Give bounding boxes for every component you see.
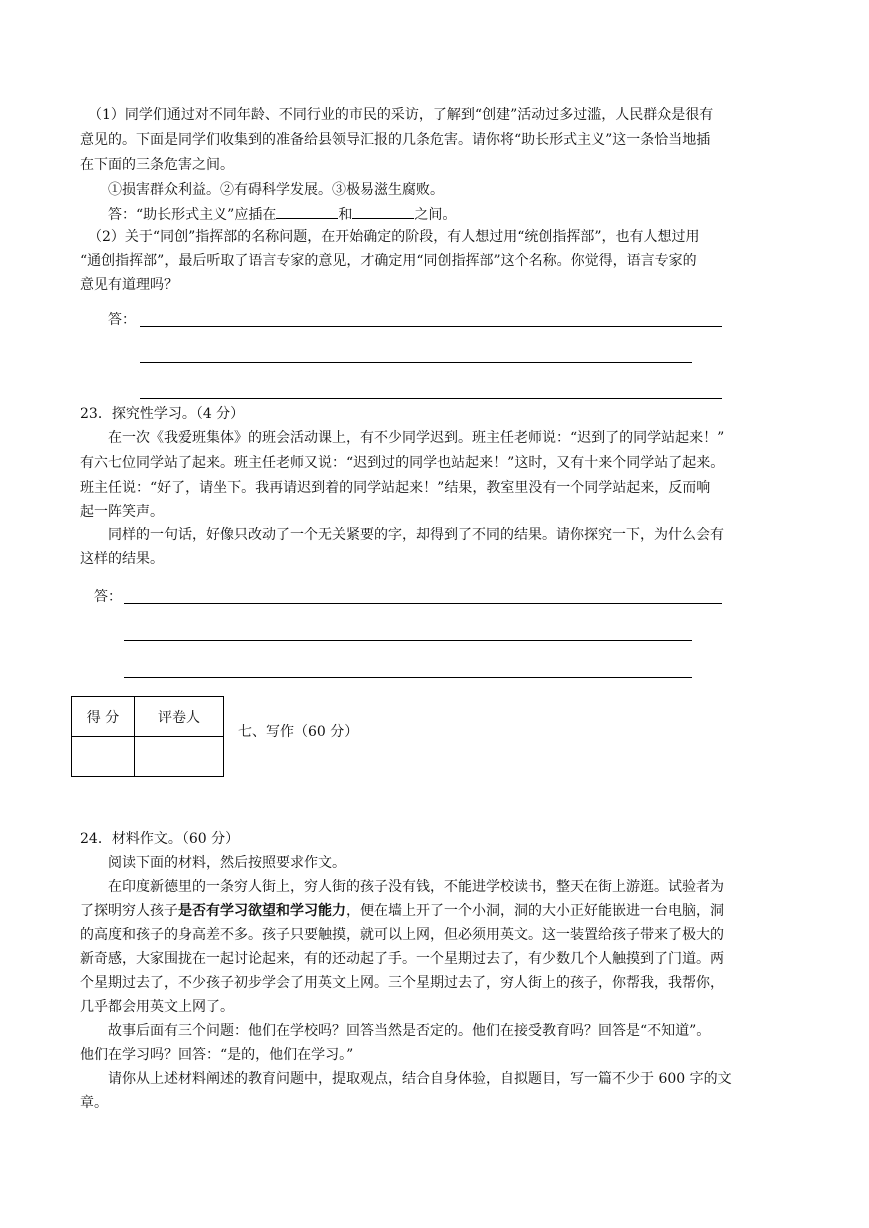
q22-answer-rule-3[interactable] (140, 398, 722, 399)
q24-line10: 请你从上述材料阐述的教育问题中，提取观点，结合自身体验，自拟题目，写一篇不少于 600 字的文 (108, 1071, 732, 1087)
q23-answer-label: 答： (94, 589, 122, 605)
q22-answer-rule-1[interactable] (140, 326, 722, 327)
q23-line1: 在一次《我爱班集体》的班会活动课上，有不少同学迟到。班主任老师说：“迟到了的同学站起来！” (108, 430, 725, 446)
q23-line6: 这样的结果。 (80, 551, 164, 567)
q22-answer-rule-2[interactable] (140, 362, 692, 363)
q24-line5: 新奇感，大家围拢在一起讨论起来，有的还动起了手。一个星期过去了，有少数几个人触摸到了门道。两 (80, 951, 724, 967)
grader-cell[interactable] (135, 737, 224, 777)
q23-answer-rule-1[interactable] (124, 603, 722, 604)
q22-part1-line1: （1）同学们通过对不同年龄、不同行业的市民的采访，了解到“创建”活动过多过滥，人民群众是很有 (88, 107, 714, 123)
q22-part2-line3: 意见有道理吗？ (80, 277, 178, 293)
q24-line1: 阅读下面的材料，然后按照要求作文。 (108, 855, 346, 871)
q23-line3: 班主任说：“好了，请坐下。我再请迟到着的同学站起来！”结果，教室里没有一个同学站起来，反而响 (80, 480, 711, 496)
q24-line11: 章。 (80, 1095, 108, 1111)
q23-title: 23．探究性学习。（4 分） (80, 406, 245, 422)
q23-answer-rule-3[interactable] (124, 677, 692, 678)
score-header: 得 分 (72, 697, 135, 737)
q24-line6: 个星期过去了，不少孩子初步学会了用英文上网。三个星期过去了，穷人街上的孩子，你帮我，我帮你， (80, 975, 724, 991)
q22-answer-suffix: 之间。 (414, 207, 457, 223)
q22-blank-1[interactable] (276, 204, 338, 219)
q24-line8: 故事后面有三个问题：他们在学校吗？回答当然是否定的。他们在接受教育吗？回答是“不知道”。 (108, 1023, 711, 1039)
q24-line9: 他们在学习吗？回答：“是的，他们在学习。” (80, 1047, 354, 1063)
q22-blank-2[interactable] (352, 204, 414, 219)
grader-header: 评卷人 (135, 697, 224, 737)
score-cell[interactable] (72, 737, 135, 777)
q22-part1-line3: 在下面的三条危害之间。 (80, 157, 234, 173)
q22-answer-line (108, 204, 456, 224)
score-table (71, 696, 224, 777)
q23-line5: 同样的一句话，好像只改动了一个无关紧要的字，却得到了不同的结果。请你探究一下，为什么会有 (108, 527, 724, 543)
q22-harms-list: ①损害群众利益。②有碍科学发展。③极易滋生腐败。 (108, 182, 444, 198)
q24-line7: 几乎都会用英文上网了。 (80, 999, 234, 1015)
q22-part1-line2: 意见的。下面是同学们收集到的准备给县领导汇报的几条危害。请你将“助长形式主义”这一条恰当地插 (80, 132, 711, 148)
q22-part2-line2: “通创指挥部”，最后听取了语言专家的意见，才确定用“同创指挥部”这个名称。你觉得，语言专家的 (80, 253, 697, 269)
q22-part2-line1: （2）关于“同创”指挥部的名称问题，在开始确定的阶段，有人想过用“统创指挥部”，也有人想过用 (88, 229, 700, 245)
q23-answer-rule-2[interactable] (124, 640, 692, 641)
q24-line3-start: 了探明穷人孩子 (80, 903, 178, 919)
q23-line4: 起一阵笑声。 (80, 504, 164, 520)
section-writing-heading: 七、写作（60 分） (238, 724, 359, 740)
q22-answer-prefix: 答：“助长形式主义”应插在 (108, 207, 277, 223)
q24-line3-bold: 是否有学习欲望和学习能力 (178, 903, 346, 919)
q22-answer-label: 答： (108, 312, 136, 328)
q24-line3 (80, 901, 724, 921)
q23-line2: 有六七位同学站了起来。班主任老师又说：“迟到过的同学也站起来！”这时，又有十来个同学站了起来。 (80, 455, 725, 471)
q24-line4: 的高度和孩子的身高差不多。孩子只要触摸，就可以上网，但必须用英文。这一装置给孩子带来了极大的 (80, 927, 724, 943)
q24-line2: 在印度新德里的一条穷人街上，穷人街的孩子没有钱，不能进学校读书，整天在街上游逛。试验者为 (108, 879, 724, 895)
q22-answer-and: 和 (338, 207, 353, 223)
q24-line3-end: ，便在墙上开了一个小洞，洞的大小正好能嵌进一台电脑，洞 (346, 903, 724, 919)
q24-title: 24．材料作文。（60 分） (80, 831, 240, 847)
